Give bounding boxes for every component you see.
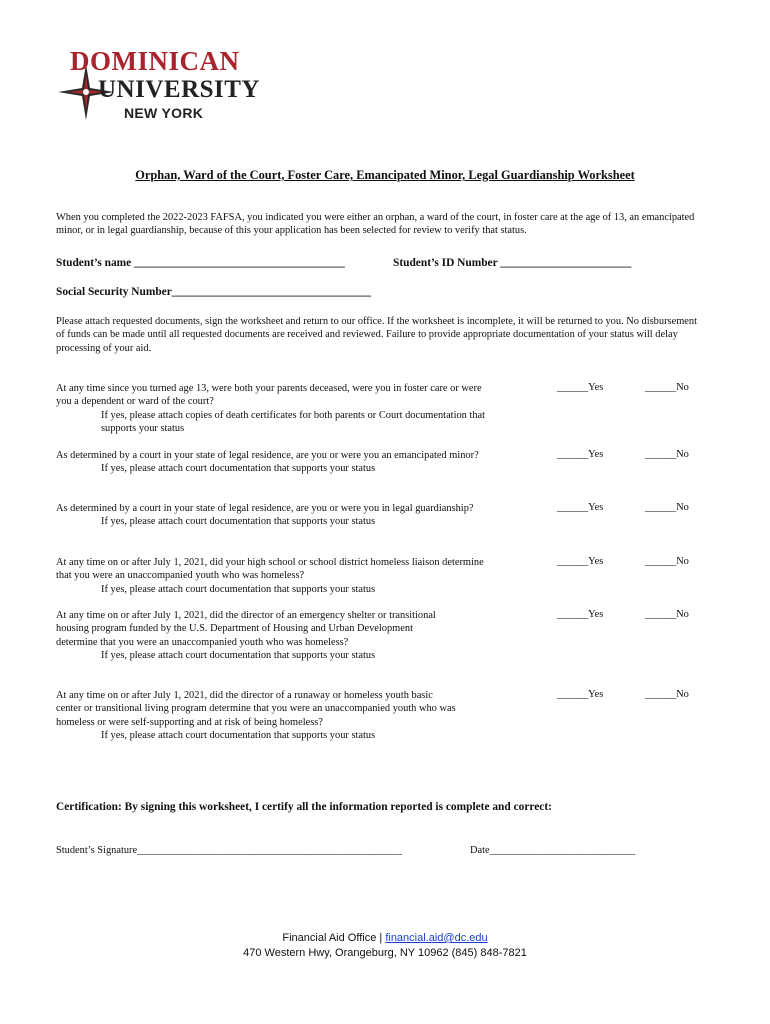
footer-office: Financial Aid Office |	[282, 932, 386, 944]
q5-no-option[interactable]: ______No	[645, 609, 689, 620]
student-id-field[interactable]: Student’s ID Number _______________________	[393, 257, 632, 269]
certification-statement: Certification: By signing this worksheet, I certify all the information reported is complete and correct:	[56, 801, 552, 813]
question-note: If yes, please attach court documentation that supports your status	[101, 730, 376, 742]
question-2	[56, 449, 486, 476]
question-text: At any time on or after July 1, 2021, did the director of an emergency shelter or transitional housing program funded by the U.S. Department of Housing and Urban Development determine that you were an unaccompanied youth who was homeless?	[56, 610, 436, 648]
question-text: As determined by a court in your state of legal residence, are you or were you in legal guardianship?	[56, 503, 474, 514]
instructions-paragraph: Please attach requested documents, sign the worksheet and return to our office. If the worksheet is incomplete, it will be returned to you. No disbursement of funds can be made until all requested documents are received and reviewed. Failure to provide appropriate documentation of your status will delay processing of your aid.	[56, 316, 697, 354]
q1-no-option[interactable]: ______No	[645, 382, 689, 393]
date-field[interactable]: Date____________________________	[470, 845, 636, 856]
logo-university: UNIVERSITY	[98, 76, 260, 103]
question-text: At any time on or after July 1, 2021, did your high school or school district homeless liaison determine that you were an unaccompanied youth who was homeless?	[56, 557, 484, 582]
question-text: At any time on or after July 1, 2021, did the director of a runaway or homeless youth basic center or transitional living program determine that you were an unaccompanied youth who was homeless or were self-supporting and at risk of being homeless?	[56, 690, 456, 728]
footer-address: 470 Western Hwy, Orangeburg, NY 10962 (845) 848-7821	[243, 947, 527, 959]
question-note: If yes, please attach court documentation that supports your status	[101, 650, 376, 662]
q1-yes-option[interactable]: ______Yes	[557, 382, 604, 393]
question-6	[56, 689, 456, 743]
footer-office-line	[0, 932, 770, 944]
question-1	[56, 382, 486, 436]
question-note: If yes, please attach copies of death certificates for both parents or Court documentation that supports your status	[101, 409, 486, 435]
q4-yes-option[interactable]: ______Yes	[557, 556, 604, 567]
q3-yes-option[interactable]: ______Yes	[557, 502, 604, 513]
university-logo	[56, 44, 266, 124]
question-text: At any time since you turned age 13, were both your parents deceased, were you in foster care or were you a dependent or ward of the court?	[56, 383, 482, 408]
question-note: If yes, please attach court documentation that supports your status	[101, 516, 376, 528]
question-note: If yes, please attach court documentation that supports your status	[101, 583, 376, 595]
q6-no-option[interactable]: ______No	[645, 689, 689, 700]
q3-no-option[interactable]: ______No	[645, 502, 689, 513]
q5-yes-option[interactable]: ______Yes	[557, 609, 604, 620]
intro-paragraph: When you completed the 2022-2023 FAFSA, you indicated you were either an orphan, a ward of the court, in foster care at the age of 13, an emancipated minor, or in legal guardianship, because of this your application has been selected for review to verify that status.	[56, 212, 695, 237]
logo-new-york: NEW YORK	[124, 105, 204, 121]
worksheet-title: Orphan, Ward of the Court, Foster Care, Emancipated Minor, Legal Guardianship Worksheet	[135, 168, 635, 182]
question-4	[56, 556, 496, 596]
q2-no-option[interactable]: ______No	[645, 449, 689, 460]
footer-email-link[interactable]: financial.aid@dc.edu	[385, 932, 488, 944]
question-text: As determined by a court in your state of legal residence, are you or were you an emancipated minor?	[56, 450, 479, 461]
q6-yes-option[interactable]: ______Yes	[557, 689, 604, 700]
student-signature-field[interactable]: Student’s Signature___________________________________________________	[56, 845, 403, 856]
question-3	[56, 502, 486, 529]
q2-yes-option[interactable]: ______Yes	[557, 449, 604, 460]
question-5	[56, 609, 456, 663]
question-note: If yes, please attach court documentation that supports your status	[101, 463, 376, 475]
student-name-field[interactable]: Student’s name _____________________________________	[56, 257, 345, 269]
logo-dominican: DOMINICAN	[70, 46, 240, 76]
ssn-field[interactable]: Social Security Number___________________________________	[56, 286, 372, 298]
q4-no-option[interactable]: ______No	[645, 556, 689, 567]
